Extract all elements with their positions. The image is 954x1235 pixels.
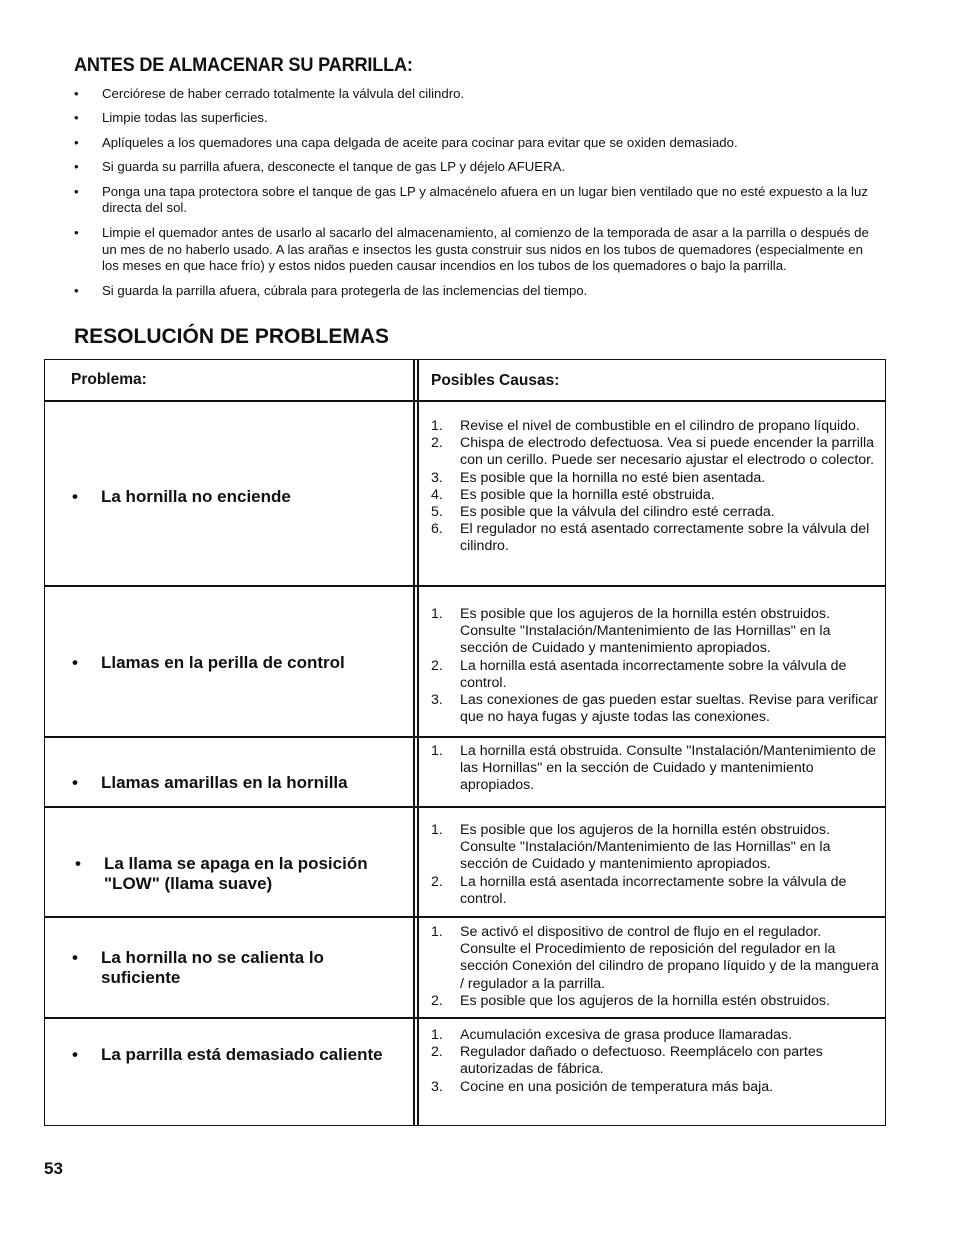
causes-column-header: Posibles Causas: (431, 372, 560, 389)
list-item: 1. Acumulación excesiva de grasa produce llamaradas. (431, 1027, 793, 1043)
list-item: 6. El regulador no está asentado correctamente sobre la válvula del cilindro. (431, 521, 870, 555)
storage-list (74, 86, 874, 307)
causes-list (431, 924, 881, 1010)
list-item: 5. Es posible que la válvula del cilindro esté cerrada. (431, 504, 775, 521)
row-divider (44, 1017, 886, 1019)
causes-list (431, 606, 881, 726)
row-divider (44, 916, 886, 918)
list-item: • Limpie el quemador antes de usarlo al sacarlo del almacenamiento, al comienzo de la temporada de asar a la parrilla o después de un mes de no haberlo usado. A las arañas e insectos les gusta construir sus nidos en los tubos de quemadores (especialmente en los meses en que hace frío) y estos nidos pueden causar incendios en los tubos de los quemadores o bajo la parrilla. (74, 224, 869, 274)
list-item: • Ponga una tapa protectora sobre el tanque de gas LP y almacénelo afuera en un lugar bien ventilado que no esté expuesto a la luz directa del sol. (74, 183, 868, 216)
bullet-icon: • (72, 773, 78, 792)
list-item: 2. Chispa de electrodo defectuosa. Vea si puede encender la parrilla con un cerillo. Puede ser necesario ajustar el electrodo o colector. (431, 435, 875, 469)
causes-list (431, 1027, 881, 1096)
list-item: 2. Regulador dañado o defectuoso. Reemplácelo con partes autorizadas de fábrica. (431, 1044, 823, 1078)
problem-cell: • Llamas amarillas en la hornilla (72, 773, 348, 792)
list-item: 3. Cocine en una posición de temperatura más baja. (431, 1078, 774, 1095)
row-divider (44, 806, 886, 808)
problem-cell: • La hornilla no enciende (72, 487, 291, 506)
list-item: 2. La hornilla está asentada incorrectamente sobre la válvula de control. (431, 657, 847, 691)
column-divider (417, 359, 419, 1126)
list-item: 4. Es posible que la hornilla esté obstruida. (431, 486, 715, 503)
list-item: 1. Es posible que los agujeros de la hornilla estén obstruidos. Consulte "Instalación/Mantenimiento de las Hornillas" en la sección de Cuidado y mantenimiento apropiados. (431, 606, 831, 657)
list-item: 1. Es posible que los agujeros de la hornilla estén obstruidos. Consulte "Instalación/Mantenimiento de las Hornillas" en la sección de Cuidado y mantenimiento apropiados. (431, 822, 831, 873)
troubleshooting-table (44, 359, 886, 1126)
bullet-icon: • (72, 948, 78, 967)
bullet-icon: • (74, 183, 79, 199)
bullet-icon: • (74, 86, 79, 101)
list-item: 1. Revise el nivel de combustible en el cilindro de propano líquido. (431, 418, 860, 434)
problem-cell: • La llama se apaga en la posición "LOW" (llama suave) (75, 854, 368, 893)
bullet-icon: • (74, 134, 79, 150)
list-item: 3. Las conexiones de gas pueden estar sueltas. Revise para verificar que no haya fugas y ajuste todas las conexiones. (431, 692, 878, 726)
list-item: 2. Es posible que los agujeros de la hornilla estén obstruidos. (431, 992, 830, 1009)
list-item: • Limpie todas las superficies. (74, 110, 268, 126)
list-item: • Cerciórese de haber cerrado totalmente la válvula del cilindro. (74, 86, 465, 101)
list-item: • Aplíqueles a los quemadores una capa delgada de aceite para cocinar para evitar que se oxiden demasiado. (74, 134, 738, 150)
list-item: • Si guarda su parrilla afuera, desconecte el tanque de gas LP y déjelo AFUERA. (74, 159, 566, 175)
column-divider (413, 359, 415, 1126)
bullet-icon: • (74, 282, 79, 298)
row-divider (44, 585, 886, 587)
row-divider (44, 400, 886, 402)
causes-list (431, 743, 881, 795)
bullet-icon: • (74, 224, 79, 240)
problem-column-header: Problema: (71, 371, 147, 388)
causes-list (431, 418, 881, 556)
bullet-icon: • (75, 854, 81, 873)
bullet-icon: • (72, 653, 78, 672)
bullet-icon: • (72, 487, 78, 506)
bullet-icon: • (74, 159, 79, 175)
problem-cell: • Llamas en la perilla de control (72, 653, 345, 672)
troubleshooting-heading: RESOLUCIÓN DE PROBLEMAS (74, 325, 390, 348)
bullet-icon: • (74, 110, 79, 126)
bullet-icon: • (72, 1045, 78, 1064)
storage-heading: ANTES DE ALMACENAR SU PARRILLA: (74, 54, 413, 76)
list-item: 1. La hornilla está obstruida. Consulte "Instalación/Mantenimiento de las Hornillas" en la sección de Cuidado y mantenimiento apropiados. (431, 743, 876, 794)
problem-cell: • La parrilla está demasiado caliente (72, 1045, 383, 1064)
list-item: 2. La hornilla está asentada incorrectamente sobre la válvula de control. (431, 873, 847, 907)
list-item: 3. Es posible que la hornilla no esté bien asentada. (431, 469, 766, 486)
row-divider (44, 736, 886, 738)
list-item: • Si guarda la parrilla afuera, cúbrala para protegerla de las inclemencias del tiempo. (74, 282, 588, 298)
page-number: 53 (44, 1159, 63, 1178)
list-item: 1. Se activó el dispositivo de control de flujo en el regulador. Consulte el Procedimiento de reposición del regulador en la sección Conexión del cilindro de propano líquido y de la manguera / regulador a la parrilla. (431, 924, 879, 992)
causes-list (431, 822, 881, 908)
problem-cell: • La hornilla no se calienta lo suficiente (72, 948, 324, 987)
